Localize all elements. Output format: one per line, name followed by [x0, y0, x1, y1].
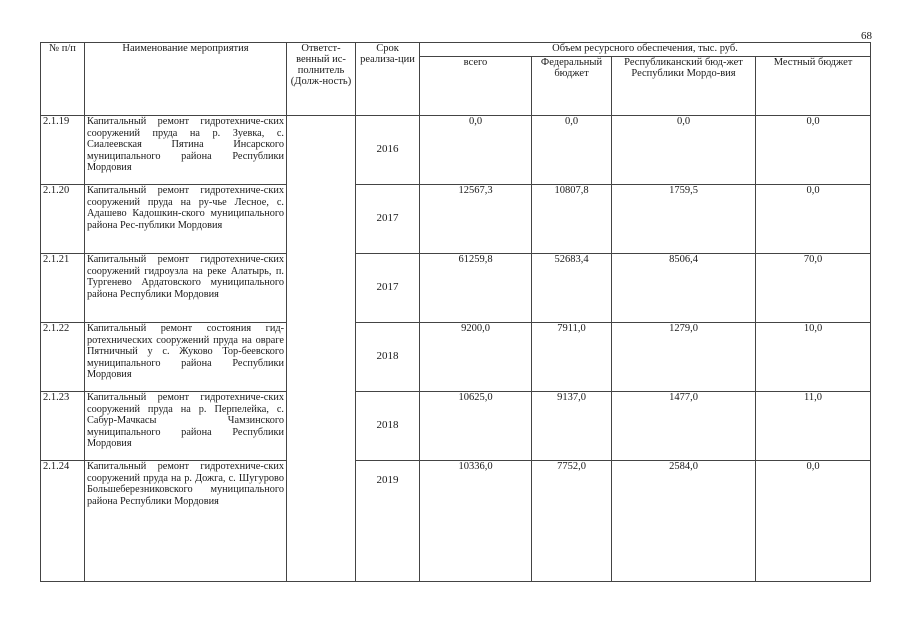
table-row	[41, 116, 871, 185]
total-value: 0,0	[420, 116, 532, 185]
federal-value: 10807,8	[532, 185, 612, 254]
republic-value: 1477,0	[612, 392, 756, 461]
local-value: 70,0	[756, 254, 871, 323]
header-federal: Федеральный бюджет	[532, 57, 612, 116]
header-responsible: Ответст-венный ис-полнитель (Долж-ность)	[287, 43, 356, 116]
measure-name: Капитальный ремонт гидротехниче-ских сооружений гидроузла на реке Алатырь, п. Тургенево Ардатовского муниципального района Республики Мордовия	[85, 254, 287, 323]
year-cell: 2018	[356, 323, 420, 392]
local-value: 0,0	[756, 461, 871, 582]
header-total: всего	[420, 57, 532, 116]
row-number: 2.1.24	[41, 461, 85, 582]
table-row	[41, 185, 871, 254]
year-cell: 2017	[356, 254, 420, 323]
header-resources: Объем ресурсного обеспечения, тыс. руб.	[420, 43, 871, 57]
table-row	[41, 392, 871, 461]
row-number: 2.1.23	[41, 392, 85, 461]
federal-value: 52683,4	[532, 254, 612, 323]
total-value: 61259,8	[420, 254, 532, 323]
page-number: 68	[861, 30, 872, 42]
year-cell: 2016	[356, 116, 420, 185]
federal-value: 7752,0	[532, 461, 612, 582]
local-value: 0,0	[756, 185, 871, 254]
header-num: № п/п	[41, 43, 85, 116]
republic-value: 0,0	[612, 116, 756, 185]
total-value: 10625,0	[420, 392, 532, 461]
responsible-cell	[287, 116, 356, 582]
total-value: 12567,3	[420, 185, 532, 254]
table-row	[41, 254, 871, 323]
row-number: 2.1.22	[41, 323, 85, 392]
federal-value: 0,0	[532, 116, 612, 185]
total-value: 10336,0	[420, 461, 532, 582]
table-row	[41, 461, 871, 582]
local-value: 11,0	[756, 392, 871, 461]
measure-name: Капитальный ремонт гидротехниче-ских сооружений пруда на ру-чье Лесное, с. Адашево Кадошкин-ского муниципального района Рес-публики Мордовия	[85, 185, 287, 254]
header-row-1	[41, 43, 871, 57]
measure-name: Капитальный ремонт состояния гид-ротехнических сооружений пруда на овраге Пятничный у с. Жуково Тор-беевского муниципального района Республики Мордовия	[85, 323, 287, 392]
local-value: 10,0	[756, 323, 871, 392]
measure-name: Капитальный ремонт гидротехниче-ских сооружений пруда на р. Дожга, с. Шугурово Большеберезниковского муниципального района Республики Мордовия	[85, 461, 287, 582]
year-cell: 2017	[356, 185, 420, 254]
row-number: 2.1.20	[41, 185, 85, 254]
republic-value: 1279,0	[612, 323, 756, 392]
table-row	[41, 323, 871, 392]
resource-table	[40, 42, 871, 582]
measure-name: Капитальный ремонт гидротехниче-ских сооружений пруда на р. Перпелейка, с. Сабур-Мачкасы Чамзинского муниципального района Республики Мордовия	[85, 392, 287, 461]
row-number: 2.1.19	[41, 116, 85, 185]
header-period: Срок реализа-ции	[356, 43, 420, 116]
republic-value: 2584,0	[612, 461, 756, 582]
total-value: 9200,0	[420, 323, 532, 392]
header-name: Наименование мероприятия	[85, 43, 287, 116]
measure-name: Капитальный ремонт гидротехниче-ских сооружений пруда на р. Зуевка, с. Сиалеевская Пятина Инсарского муниципального района Республики Мордовия	[85, 116, 287, 185]
republic-value: 8506,4	[612, 254, 756, 323]
year-cell: 2019	[356, 461, 420, 582]
federal-value: 7911,0	[532, 323, 612, 392]
header-republic: Республиканский бюд-жет Республики Мордо-вия	[612, 57, 756, 116]
federal-value: 9137,0	[532, 392, 612, 461]
republic-value: 1759,5	[612, 185, 756, 254]
year-cell: 2018	[356, 392, 420, 461]
header-local: Местный бюджет	[756, 57, 871, 116]
local-value: 0,0	[756, 116, 871, 185]
row-number: 2.1.21	[41, 254, 85, 323]
